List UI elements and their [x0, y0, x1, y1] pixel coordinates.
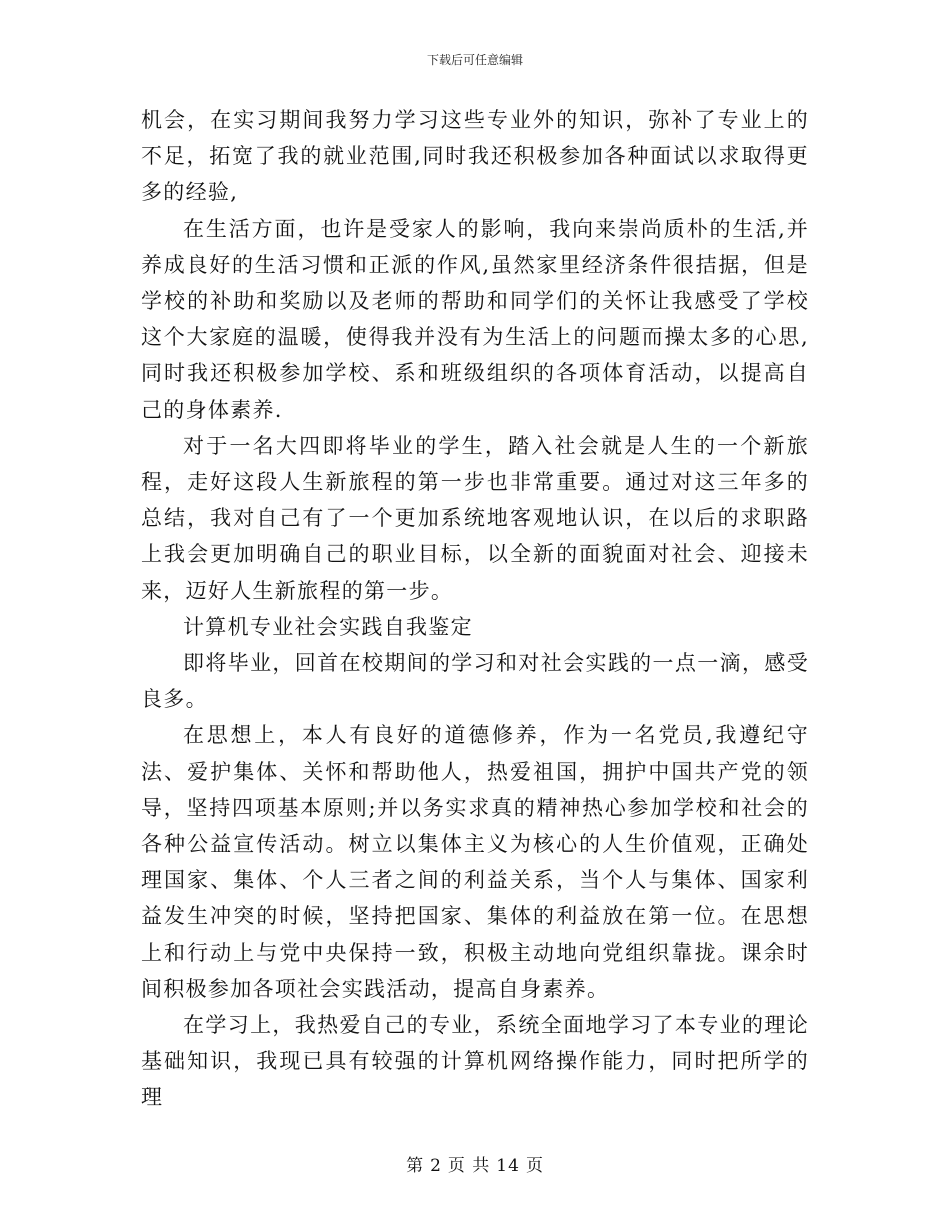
page-footer [0, 1156, 950, 1176]
paragraph-intro: 即将毕业，回首在校期间的学习和对社会实践的一点一滴，感受良多。 [141, 651, 809, 712]
total-pages: 14 [496, 1156, 520, 1176]
paragraph-summary: 对于一名大四即将毕业的学生，踏入社会就是人生的一个新旅程，走好这段人生新旅程的第一步也非常重要。通过对这三年多的总结，我对自己有了一个更加系统地客观地认识，在以后的求职路上我会更加明确自己的职业目标，以全新的面貌面对社会、迎接未来，迈好人生新旅程的第一步。 [141, 433, 809, 603]
paragraph-thought: 在思想上，本人有良好的道德修养，作为一名党员,我遵纪守法、爱护集体、关怀和帮助他人，热爱祖国，拥护中国共产党的领导，坚持四项基本原则;并以务实求真的精神热心参加学校和社会的各种公益宣传活动。树立以集体主义为核心的人生价值观，正确处理国家、集体、个人三者之间的利益关系，当个人与集体、国家利益发生冲突的时候，坚持把国家、集体的利益放在第一位。在思想上和行动上与党中央保持一致，积极主动地向党组织靠拢。课余时间积极参加各项社会实践活动，提高自身素养。 [141, 723, 809, 1001]
footer-suffix: 页 [525, 1156, 544, 1176]
paragraph-life: 在生活方面，也许是受家人的影响，我向来崇尚质朴的生活,并养成良好的生活习惯和正派的作风,虽然家里经济条件很拮据，但是学校的补助和奖励以及老师的帮助和同学们的关怀让我感受了学校这个大家庭的温暖，使得我并没有为生活上的问题而操太多的心思,同时我还积极参加学校、系和班级组织的各项体育活动，以提高自己的身体素养. [141, 216, 809, 422]
page-header: 下载后可任意编辑 [426, 53, 523, 67]
footer-prefix: 第 [406, 1156, 425, 1176]
document-body [141, 102, 809, 1116]
page-number: 2 [430, 1156, 442, 1176]
paragraph-study: 在学习上，我热爱自己的专业，系统全面地学习了本专业的理论基础知识，我现已具有较强的计算机网络操作能力，同时把所学的理 [141, 1013, 809, 1110]
section-title: 计算机专业社会实践自我鉴定 [183, 614, 473, 639]
footer-middle: 页 共 [447, 1156, 491, 1176]
paragraph-continued: 机会，在实习期间我努力学习这些专业外的知识，弥补了专业上的不足，拓宽了我的就业范围,同时我还积极参加各种面试以求取得更多的经验, [141, 108, 809, 205]
